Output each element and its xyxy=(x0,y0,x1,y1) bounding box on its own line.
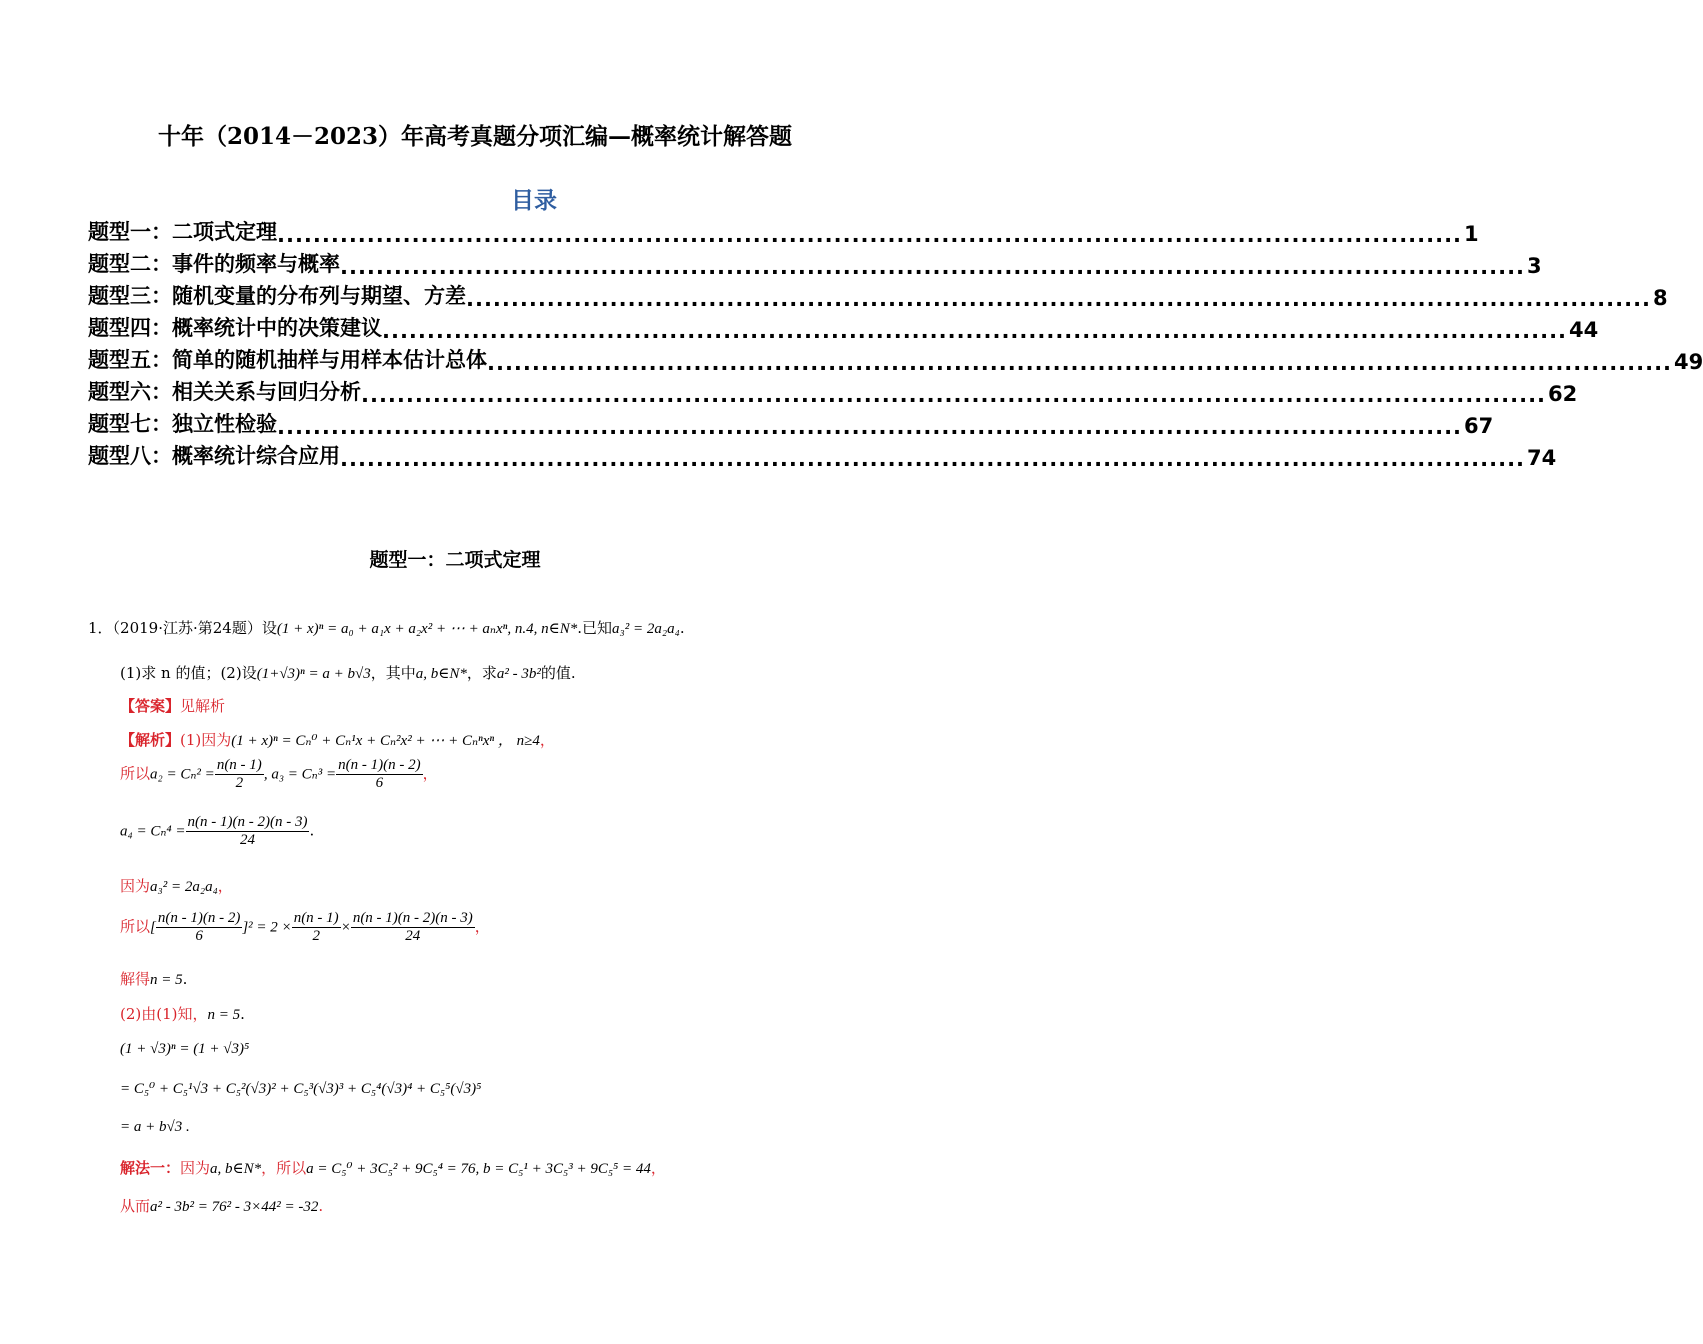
toc-dot-leader: .................................................................................................................................... xyxy=(382,319,1568,343)
fraction-denominator: 2 xyxy=(312,928,320,944)
solution-m1-mid: ，所以 xyxy=(261,1159,307,1177)
solution-line-1 xyxy=(120,729,555,750)
solution-l1-equation: (1 + x)ⁿ = Cₙ⁰ + Cₙ¹x + Cₙ²x² + ⋯ + Cₙⁿxⁿ ， n≥4 xyxy=(231,733,540,749)
fraction xyxy=(186,814,310,849)
solution-l4-prefix: 因为 xyxy=(120,877,151,895)
solution-l5-open: [ xyxy=(150,919,156,936)
solution-m1-equation: a = C₅⁰ + 3C₅² + 9C₅⁴ = 76, b = C₅¹ + 3C₅³ + 9C₅⁵ = 44 xyxy=(306,1161,651,1177)
toc-entry-page: 44 xyxy=(1569,318,1599,342)
toc-entry-label: 题型八：概率统计综合应用 xyxy=(88,444,340,468)
problem-stem-prefix: 设 xyxy=(261,619,277,637)
problem-expansion: (1 + x)ⁿ = a₀ + a₁x + a₂x² + ⋯ + aₙxⁿ, n.4, n∈N* xyxy=(276,621,578,637)
toc-entry-label: 题型二：事件的频率与概率 xyxy=(88,252,340,276)
solution-l6-prefix: 解得 xyxy=(120,970,151,988)
toc-dot-leader: .................................................................................................................................... xyxy=(277,415,1463,439)
fraction-denominator: 24 xyxy=(405,928,421,944)
toc-entry[interactable] xyxy=(88,246,1542,279)
toc-dot-leader: .................................................................................................................................... xyxy=(340,447,1526,471)
fraction xyxy=(351,910,475,945)
solution-l5-mid1: ]² = 2 × xyxy=(242,919,292,936)
toc-entry[interactable] xyxy=(88,278,1668,311)
solution-l4-end: ， xyxy=(217,877,233,895)
fraction-denominator: 6 xyxy=(195,928,203,944)
toc-entry-label: 题型五：简单的随机抽样与用样本估计总体 xyxy=(88,348,487,372)
solution-method-1 xyxy=(120,1157,666,1178)
answer-line xyxy=(120,695,225,716)
toc-dot-leader: .................................................................................................................................... xyxy=(466,287,1652,311)
toc-entry[interactable] xyxy=(88,342,1703,375)
solution-m2-prefix: 从而 xyxy=(120,1197,151,1215)
problem-part2-mid: ，其中 xyxy=(370,664,416,682)
fraction-numerator: n(n - 1)(n - 2) xyxy=(338,757,421,773)
toc-entry-label: 题型一：二项式定理 xyxy=(88,220,277,244)
solution-m2-equation: a² - 3b² = 76² - 3×44² = -32 xyxy=(150,1199,319,1215)
toc-entry-page: 8 xyxy=(1653,286,1668,310)
solution-line-3 xyxy=(120,814,314,849)
solution-m1-end: ， xyxy=(650,1159,666,1177)
section-title: 题型一：二项式定理 xyxy=(369,549,541,571)
document-title: 十年（2014－2023）年高考真题分项汇编—概率统计解答题 xyxy=(157,123,793,150)
toc-dot-leader: .................................................................................................................................... xyxy=(277,223,1463,247)
solution-l2-end: ， xyxy=(422,764,438,783)
fraction-numerator: n(n - 1) xyxy=(216,757,262,773)
solution-method-1-tag: 解法一： xyxy=(120,1159,181,1177)
toc-entry-label: 题型七：独立性检验 xyxy=(88,412,277,436)
problem-known-equation: a₃² = 2a₂a₄ xyxy=(612,621,680,637)
fraction-numerator: n(n - 1)(n - 2) xyxy=(157,910,241,926)
problem-part1: (1)求 n 的值；(2)设 xyxy=(120,664,257,682)
table-of-contents xyxy=(88,214,1703,471)
solution-l2-b: , a₃ = Cₙ³ = xyxy=(263,766,337,783)
toc-heading: 目录 xyxy=(511,187,557,214)
solution-l5-end: ， xyxy=(474,917,490,936)
problem-line-1 xyxy=(88,617,685,638)
toc-dot-leader: .................................................................................................................................... xyxy=(487,351,1673,375)
toc-entry-page: 67 xyxy=(1464,414,1494,438)
solution-m1-condition: a, b∈N* xyxy=(210,1161,262,1177)
solution-line-2 xyxy=(120,757,438,792)
solution-l1-prefix: (1)因为 xyxy=(180,731,232,749)
toc-entry-label: 题型三：随机变量的分布列与期望、方差 xyxy=(88,284,466,308)
toc-entry[interactable] xyxy=(88,438,1557,471)
toc-entry[interactable] xyxy=(88,374,1578,407)
fraction xyxy=(292,910,341,945)
toc-entry-page: 3 xyxy=(1527,254,1542,278)
answer-tag: 【答案】 xyxy=(120,697,181,715)
toc-dot-leader: .................................................................................................................................... xyxy=(340,255,1526,279)
problem-part2-end: 的值. xyxy=(540,664,576,682)
problem-known-prefix: .已知 xyxy=(577,619,613,637)
solution-l1-end: ， xyxy=(539,731,555,749)
solution-line-9: = C₅⁰ + C₅¹√3 + C₅²(√3)² + C₅³(√3)³ + C₅⁴(√3)⁴ + C₅⁵(√3)⁵ xyxy=(120,1081,482,1097)
solution-method-1-result xyxy=(120,1195,323,1216)
solution-l2-a: a₂ = Cₙ² = xyxy=(150,766,215,783)
solution-l3-end: . xyxy=(309,821,315,840)
toc-entry[interactable] xyxy=(88,406,1494,439)
problem-line-2 xyxy=(120,662,576,683)
solution-line-10: = a + b√3 . xyxy=(120,1119,190,1135)
solution-l5-prefix: 所以 xyxy=(120,917,151,936)
toc-entry-label: 题型六：相关关系与回归分析 xyxy=(88,380,361,404)
solution-l3-a: a₄ = Cₙ⁴ = xyxy=(120,823,186,840)
problem-known-end: . xyxy=(679,619,685,637)
solution-l2-prefix: 所以 xyxy=(120,764,151,783)
fraction xyxy=(156,910,242,945)
solution-line-6 xyxy=(120,968,187,989)
fraction xyxy=(336,757,422,792)
problem-part2-condition: a, b∈N* xyxy=(415,666,467,682)
solution-l4-equation: a₃² = 2a₂a₄ xyxy=(150,879,218,895)
problem-part2-equation: (1+√3)ⁿ = a + b√3 xyxy=(256,666,371,682)
toc-entry[interactable] xyxy=(88,310,1599,343)
fraction-denominator: 2 xyxy=(235,775,244,791)
solution-l6-end: . xyxy=(182,970,188,988)
fraction xyxy=(215,757,264,792)
toc-entry-page: 74 xyxy=(1527,446,1557,470)
fraction-denominator: 6 xyxy=(375,775,384,791)
solution-line-4 xyxy=(120,875,233,896)
solution-line-5 xyxy=(120,910,490,945)
fraction-numerator: n(n - 1) xyxy=(293,910,339,926)
solution-l7-prefix: (2)由(1)知， xyxy=(120,1005,208,1023)
toc-entry-page: 1 xyxy=(1464,222,1479,246)
toc-dot-leader: .................................................................................................................................... xyxy=(361,383,1547,407)
problem-number: 1． xyxy=(88,619,113,637)
toc-entry-label: 题型四：概率统计中的决策建议 xyxy=(88,316,382,340)
toc-entry-page: 62 xyxy=(1548,382,1578,406)
answer-text: 见解析 xyxy=(180,697,226,715)
toc-entry[interactable] xyxy=(88,214,1479,247)
solution-l5-mid2: × xyxy=(340,919,351,936)
solution-l7-end: . xyxy=(240,1005,245,1023)
problem-source: （2019·江苏·第24题） xyxy=(112,619,262,637)
solution-l6-equation: n = 5 xyxy=(150,972,183,988)
fraction-numerator: n(n - 1)(n - 2)(n - 3) xyxy=(187,814,308,830)
solution-l7-equation: n = 5 xyxy=(207,1007,241,1023)
solution-m2-end: . xyxy=(318,1197,324,1215)
solution-line-8: (1 + √3)ⁿ = (1 + √3)⁵ xyxy=(120,1041,250,1057)
solution-tag: 【解析】 xyxy=(120,731,181,749)
problem-part2-target: a² - 3b² xyxy=(496,666,541,682)
solution-m1-prefix: 因为 xyxy=(180,1159,211,1177)
solution-line-7 xyxy=(120,1003,245,1024)
toc-entry-page: 49 xyxy=(1674,350,1703,374)
fraction-numerator: n(n - 1)(n - 2)(n - 3) xyxy=(352,910,473,926)
problem-part2-ask: ，求 xyxy=(466,664,497,682)
fraction-denominator: 24 xyxy=(240,832,255,848)
